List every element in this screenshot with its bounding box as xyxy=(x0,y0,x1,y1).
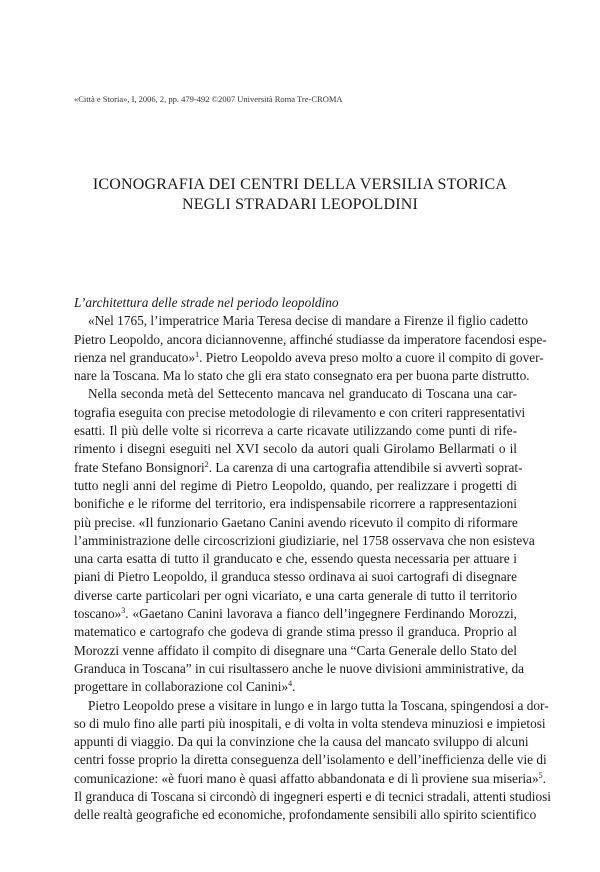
text-segment: appunti di viaggio. Da qui la convinzione che la causa del mancato sviluppo di alcuni xyxy=(74,734,529,750)
text-line xyxy=(74,331,547,349)
journal-citation-header: «Città e Storia», I, 2006, 2, pp. 479-492 ©2007 Università Roma Tre-CROMA xyxy=(74,94,343,104)
footnote-reference: 5 xyxy=(538,770,543,780)
article-body xyxy=(74,294,551,825)
text-segment: progettare in collaborazione col Canini» xyxy=(74,679,289,695)
text-segment: . La carenza di una cartografia attendibile si avvertì soprat- xyxy=(208,459,523,475)
section-heading: L’architettura delle strade nel periodo leopoldino xyxy=(74,295,339,310)
text-segment: . Pietro Leopoldo aveva preso molto a cuore il compito di gover- xyxy=(199,349,544,365)
text-line xyxy=(74,660,525,678)
text-segment: comunicazione: «è fuori mano è quasi affatto abbandonata e di lì proviene sua miseria» xyxy=(74,770,539,786)
text-line xyxy=(74,678,517,696)
paragraph xyxy=(74,312,547,385)
text-line xyxy=(74,715,546,733)
text-segment: frate Stefano Bonsignori xyxy=(74,459,205,475)
paragraph xyxy=(74,385,535,696)
text-segment: . xyxy=(542,770,546,786)
text-segment: Granduca in Toscana” in cui risultassero anche le nuove divisioni amministrative, da xyxy=(74,660,525,676)
text-line xyxy=(74,623,517,641)
text-segment: Nella seconda metà del Settecento mancava nel granducato di Toscana una car- xyxy=(88,386,517,402)
text-segment: matematico e cartografo che godeva di grande stima presso il granduca. Proprio al xyxy=(74,624,517,640)
text-segment: Pietro Leopoldo, ancora diciannovenne, affinché studiasse da imperatore facendosi espe- xyxy=(74,331,547,347)
text-segment: rienza nel granducato» xyxy=(74,349,196,365)
text-segment: una carta esatta di tutto il granducato e che, essendo questa necessaria per attuare i xyxy=(74,551,517,567)
text-segment: bonifiche e le riforme del territorio, era indispensabile ricorrere a rappresentazioni xyxy=(74,496,517,512)
text-line xyxy=(74,495,517,513)
footnote-reference: 3 xyxy=(121,606,126,616)
text-line xyxy=(74,806,537,824)
text-segment: Pietro Leopoldo prese a visitare in lungo e in largo tutta la Toscana, spingendosi a dor- xyxy=(88,697,549,713)
text-line xyxy=(74,312,529,330)
text-line xyxy=(74,514,517,532)
text-segment: centri fosse proprio la diretta conseguenza dell’isolamento e dell’inefficienza delle vie di xyxy=(74,752,547,768)
text-line xyxy=(74,550,517,568)
text-segment: toscano» xyxy=(74,606,122,622)
text-line xyxy=(74,568,517,586)
text-line xyxy=(74,459,523,477)
text-line xyxy=(74,770,546,788)
text-line xyxy=(74,697,549,715)
text-segment: «Nel 1765, l’imperatrice Maria Teresa decise di mandare a Firenze il figlio cadetto xyxy=(88,313,529,329)
text-segment: nare la Toscana. Ma lo stato che gli era stato consegnato era per buona parte distrutto. xyxy=(74,368,530,384)
text-segment: più precise. «Il funzionario Gaetano Canini avendo ricevuto il compito di riformare xyxy=(74,514,518,530)
text-line xyxy=(74,385,517,403)
text-segment: so di mulo fino alle parti più inospitali, e di volta in volta stendeva minuziosi e impietosi xyxy=(74,715,546,731)
text-line xyxy=(74,422,517,440)
text-segment: tografia eseguita con precise metodologie di rilevamento e con criteri rappresentativi xyxy=(74,404,526,420)
text-segment: Morozzi venne affidato il compito di disegnare una “Carta Generale dello Stato del xyxy=(74,642,517,658)
text-line xyxy=(74,605,517,623)
text-line xyxy=(74,367,530,385)
article-title-line-1: ICONOGRAFIA DEI CENTRI DELLA VERSILIA STORICA xyxy=(92,176,508,193)
text-line xyxy=(74,642,517,660)
text-line xyxy=(74,788,551,806)
footnote-reference: 2 xyxy=(204,459,209,469)
text-segment: piani di Pietro Leopoldo, il granduca stesso ordinava ai suoi cartografi di disegnare xyxy=(74,569,517,585)
text-line xyxy=(74,349,544,367)
footnote-reference: 1 xyxy=(195,349,200,359)
text-line xyxy=(74,404,526,422)
text-line xyxy=(74,587,517,605)
text-segment: esatti. Il più delle volte si ricorreva a carte ricavate utilizzando come punti di rife- xyxy=(74,423,517,439)
text-line xyxy=(74,477,517,495)
text-line xyxy=(74,532,535,550)
text-segment: diverse carte particolari per ogni vicariato, e una carta generale di tutto il territorio xyxy=(74,587,517,603)
text-segment: tutto negli anni del regime di Pietro Leopoldo, quando, per realizzare i progetti di xyxy=(74,477,517,493)
text-segment: . xyxy=(292,679,296,695)
text-segment: l’amministrazione delle circoscrizioni giudiziarie, nel 1758 osservava che non esisteva xyxy=(74,532,535,548)
paragraph xyxy=(74,697,551,825)
text-line xyxy=(74,751,547,769)
text-segment: Il granduca di Toscana si circondò di ingegneri esperti e di tecnici stradali, attenti studiosi xyxy=(74,789,551,805)
paragraphs xyxy=(74,312,551,824)
text-line xyxy=(74,440,517,458)
text-segment: delle realtà geografiche ed economiche, profondamente sensibili allo spirito scientifico xyxy=(74,807,537,823)
article-title-line-2: NEGLI STRADARI LEOPOLDINI xyxy=(181,196,419,213)
footnote-reference: 4 xyxy=(288,679,293,689)
text-segment: rimento i disegni eseguiti nel XVI secolo da autori quali Girolamo Bellarmati o il xyxy=(74,441,517,457)
text-line xyxy=(74,733,529,751)
text-segment: . «Gaetano Canini lavorava a fianco dell’ingegnere Ferdinando Morozzi, xyxy=(125,606,517,622)
